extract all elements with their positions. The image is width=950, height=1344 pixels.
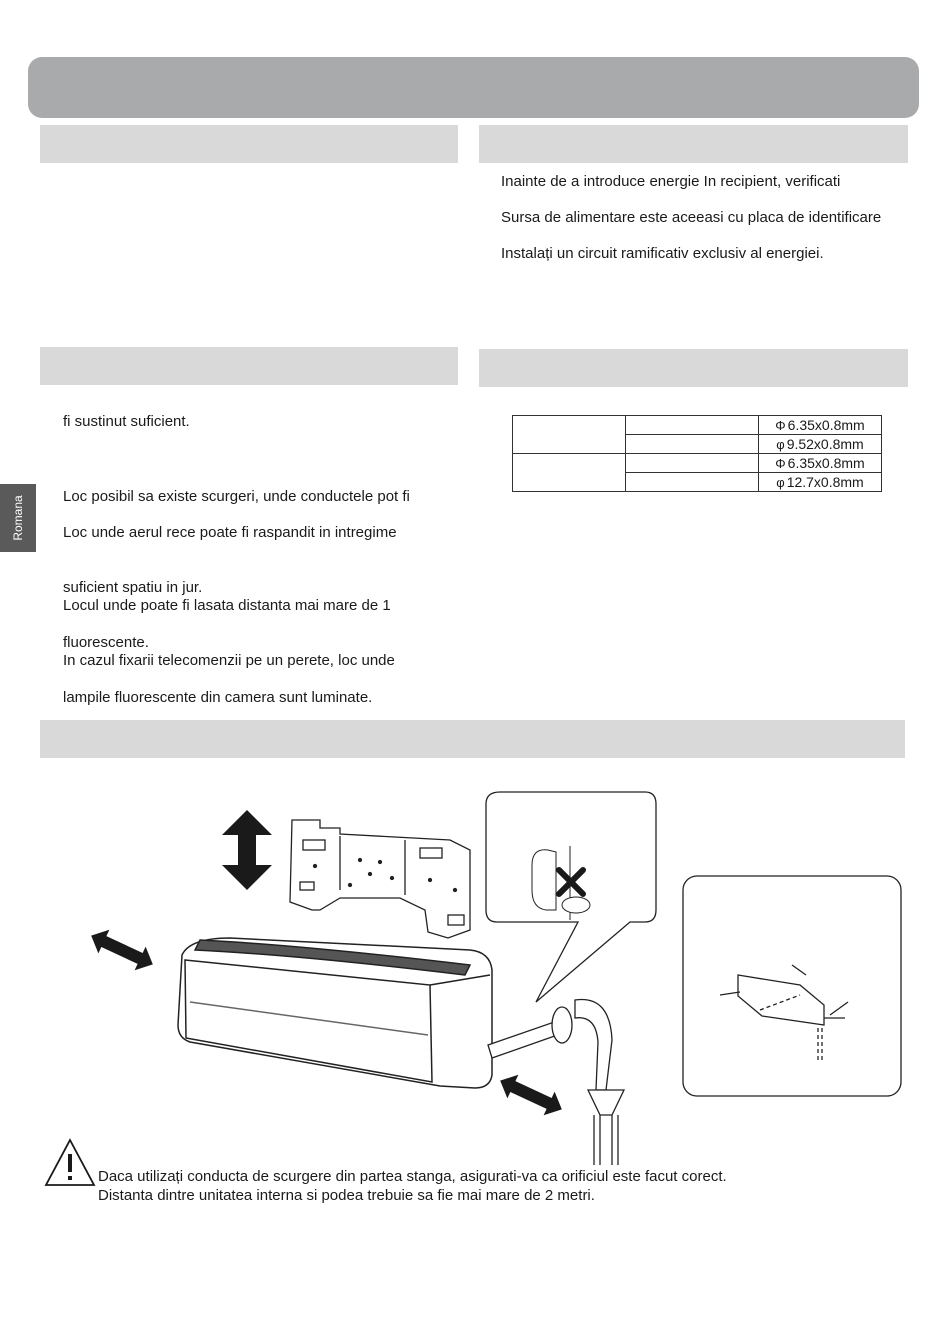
section-header-installation xyxy=(40,720,905,758)
table-cell-size xyxy=(759,416,882,435)
location-line: Loc unde aerul rece poate fi raspandit in intregime xyxy=(63,524,397,541)
vertical-clearance-arrow-icon xyxy=(222,810,272,890)
power-line: Instalați un circuit ramificativ exclusiv al energiei. xyxy=(501,245,824,262)
location-line: fi sustinut suficient. xyxy=(63,413,190,430)
right-clearance-arrow-icon xyxy=(495,1069,568,1121)
pipe-size-value: 6.35x0.8mm xyxy=(787,455,865,471)
table-row xyxy=(513,416,882,435)
pipe-size-value: 6.35x0.8mm xyxy=(787,417,865,433)
remote-detail-box xyxy=(683,876,901,1096)
section-header-power xyxy=(479,125,908,163)
location-line: lampile fluorescente din camera sunt luminate. xyxy=(63,689,373,706)
mounting-plate xyxy=(290,820,470,938)
table-cell-empty xyxy=(626,416,759,435)
language-tab xyxy=(0,484,36,552)
left-clearance-arrow-icon xyxy=(86,924,159,976)
warning-text-line: Daca utilizați conducta de scurgere din partea stanga, asigurati-va ca orificiul este facut corect. xyxy=(98,1168,727,1185)
location-line: suficient spatiu in jur. xyxy=(63,579,203,596)
table-cell-empty xyxy=(626,454,759,473)
language-tab-label: Romana xyxy=(11,495,25,541)
table-cell-empty xyxy=(513,416,626,454)
table-cell-size xyxy=(759,473,882,492)
power-line: Inainte de a introduce energie In recipient, verificati xyxy=(501,173,841,190)
location-line: Locul unde poate fi lasata distanta mai mare de 1 xyxy=(63,597,391,614)
diameter-symbol: Φ xyxy=(775,456,786,471)
location-line: In cazul fixarii telecomenzii pe un perete, loc unde xyxy=(63,652,395,669)
installation-diagram xyxy=(0,770,950,1170)
table-cell-empty xyxy=(626,435,759,454)
warning-text-line: Distanta dintre unitatea interna si podea trebuie sa fie mai mare de 2 metri. xyxy=(98,1187,595,1204)
pipe-size-table xyxy=(512,415,882,492)
pipe-size-value: 12.7x0.8mm xyxy=(786,474,864,490)
callout-bubble xyxy=(486,792,656,1002)
table-cell-empty xyxy=(513,454,626,492)
page-header-bar xyxy=(28,57,919,118)
table-cell-size xyxy=(759,454,882,473)
diameter-symbol: φ xyxy=(776,475,785,490)
indoor-unit xyxy=(178,938,492,1088)
section-header-location xyxy=(40,347,458,385)
location-line: Loc posibil sa existe scurgeri, unde conductele pot fi xyxy=(63,488,410,505)
diameter-symbol: Φ xyxy=(775,418,786,433)
table-row xyxy=(513,454,882,473)
location-line: fluorescente. xyxy=(63,634,149,651)
pipe-size-value: 9.52x0.8mm xyxy=(786,436,864,452)
diameter-symbol: φ xyxy=(776,437,785,452)
section-header-pipes xyxy=(479,349,908,387)
table-cell-size xyxy=(759,435,882,454)
power-line: Sursa de alimentare este aceeasi cu placa de identificare xyxy=(501,209,882,226)
warning-triangle-icon xyxy=(44,1138,96,1188)
table-cell-empty xyxy=(626,473,759,492)
section-header-left-top xyxy=(40,125,458,163)
